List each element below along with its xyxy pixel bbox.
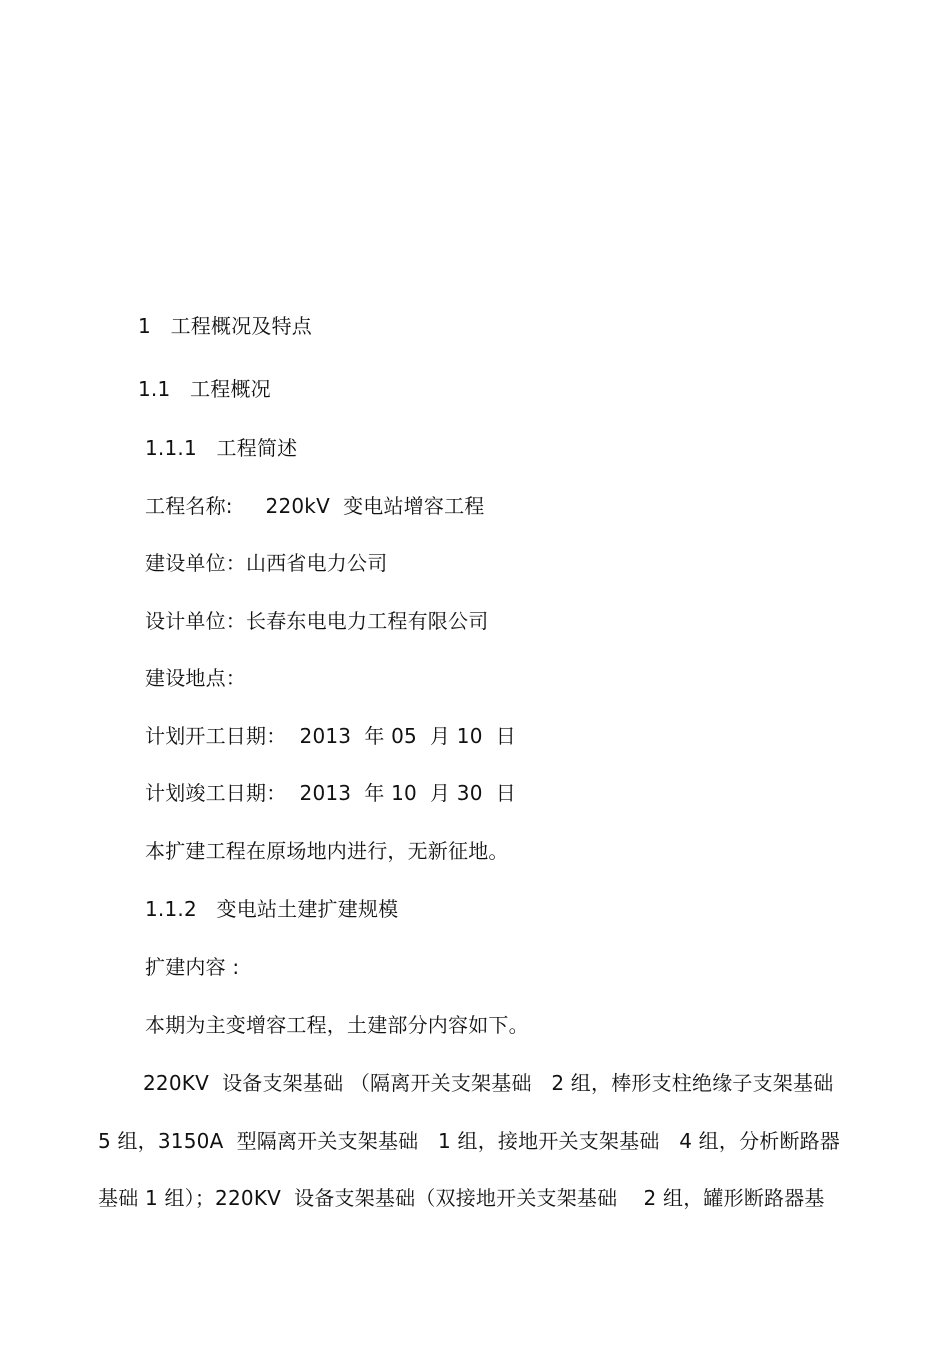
designer-line: 设计单位：长春东电电力工程有限公司 [145, 609, 489, 633]
body-paragraph-line-2: 5 组，3150A 型隔离开关支架基础 1 组，接地开关支架基础 4 组，分析断路器 [98, 1129, 841, 1153]
scope-intro-paragraph: 本期为主变增容工程，土建部分内容如下。 [145, 1013, 529, 1037]
planned-end-line: 计划竣工日期： 2013 年 10 月 30 日 [145, 781, 516, 805]
section-heading-1-1-1: 1.1.1 工程简述 [145, 436, 298, 460]
builder-line: 建设单位：山西省电力公司 [145, 551, 388, 575]
site-line: 建设地点： [145, 666, 246, 690]
planned-start-line: 计划开工日期： 2013 年 05 月 10 日 [145, 724, 516, 748]
section-heading-1: 1 工程概况及特点 [138, 314, 312, 338]
scope-label: 扩建内容 : [145, 955, 240, 979]
body-paragraph-line-1: 220KV 设备支架基础 （隔离开关支架基础 2 组，棒形支柱绝缘子支架基础 [143, 1071, 834, 1095]
project-name-line: 工程名称: 220kV 变电站增容工程 [145, 494, 485, 518]
body-paragraph-line-3: 基础 1 组）；220KV 设备支架基础（双接地开关支架基础 2 组，罐形断路器基 [98, 1186, 825, 1210]
section-heading-1-1-2: 1.1.2 变电站土建扩建规模 [145, 897, 399, 921]
land-note-paragraph: 本扩建工程在原场地内进行，无新征地。 [145, 839, 509, 863]
section-heading-1-1: 1.1 工程概况 [138, 377, 271, 401]
